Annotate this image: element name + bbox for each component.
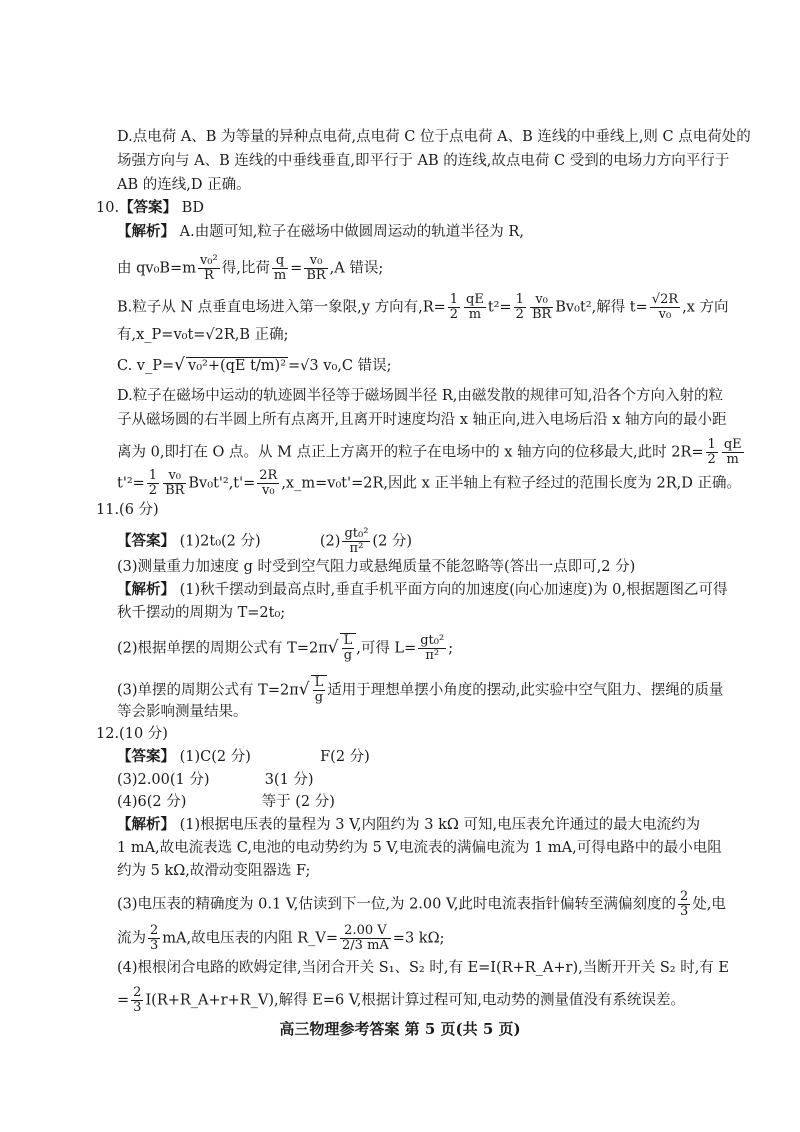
q12-an3b-post: =3 kΩ; — [392, 930, 445, 947]
q10-d-line3 — [117, 438, 746, 467]
q10-d4-frac3 — [257, 469, 279, 498]
q11-an3-sqrt-num: L — [314, 675, 324, 690]
q10-d4-f2-den: BR — [165, 483, 185, 498]
q10-answer-line — [96, 198, 204, 218]
q10-b-f1-den: 2 — [449, 307, 459, 322]
q10-d3-f1-den: 2 — [707, 452, 716, 467]
q10-d-line2: 子从磁场圆的右半圆上所有点离开,且离开时速度均沿 x 轴正向,进入电场后沿 x 轴方向的最小距 — [117, 412, 727, 428]
q10-b-frac3 — [514, 293, 526, 322]
q12-an4b-pre: = — [117, 992, 130, 1009]
q12-an1: (1)根据电压表的量程为 3 V,内阻约为 3 kΩ 可知,电压表允许通过的最大电流约为 — [179, 817, 701, 833]
q10-c-pre: C. v_P= — [117, 358, 175, 374]
q12-ans1b: F(2 分) — [320, 749, 370, 765]
q10-number: 10. — [96, 200, 120, 216]
q12-an3b-f-den: 3 — [150, 938, 159, 953]
q11-ans2-den: π² — [349, 541, 364, 556]
q10-b-f4-num: v₀ — [530, 293, 553, 308]
q10-d-line1: D.粒子在磁场中运动的轨迹圆半径等于磁场圆半径 R,由磁发散的规律可知,沿各个方向入射的粒 — [117, 388, 723, 404]
q10-a-formula — [117, 254, 383, 283]
q12-ans1a: (1)C(2 分) — [179, 749, 251, 765]
q10-d3-frac2 — [722, 438, 744, 467]
q10-a2-frac3 — [304, 254, 327, 283]
q10-b-t2: t²= — [487, 299, 512, 316]
q12-analysis-3b — [117, 924, 444, 953]
q10-a2-mid: 得,比荷 — [221, 260, 270, 277]
q11-ans2-post: (2 分) — [372, 533, 413, 550]
q11-an1: (1)秋千摆动到最高点时,垂直手机平面方向的加速度(向心加速度)为 0,根据题图乙可得 — [179, 582, 728, 598]
q11-analysis-2 — [117, 633, 453, 663]
q10-b-line2: 有,x_P=v₀t=√2R,B 正确; — [117, 327, 289, 343]
q11-ans1: (1)2t₀(2 分) — [179, 533, 261, 550]
q12-ans3a: (3)2.00(1 分) — [117, 772, 210, 788]
q12-an3-f-num: 2 — [680, 889, 689, 904]
q10-a2-f2-den: m — [273, 268, 287, 283]
q12-an3-frac — [678, 890, 690, 919]
q11-an2-sqrt-den: g — [343, 648, 353, 663]
q10-a2-eq: = — [290, 260, 303, 277]
q10-b-frac2 — [464, 293, 486, 322]
q12-ans4-line — [117, 792, 335, 812]
q10-answer-tag: 【答案】 — [119, 199, 178, 216]
q10-a2-f3-den: BR — [306, 268, 326, 283]
q10-b-formula — [117, 293, 729, 322]
q10-d4-f3-num: 2R — [259, 468, 278, 483]
q10-b-frac5 — [650, 293, 680, 322]
q12-ans3b: 3(1 分) — [264, 772, 314, 788]
q11-analysis-tag: 【解析】 — [117, 581, 175, 598]
q10-b-frac1 — [448, 293, 460, 322]
q10-answer: BD — [181, 200, 204, 216]
q12-an3b-pre: 流为 — [117, 930, 146, 947]
q11-ans2-num: gt₀² — [344, 526, 369, 541]
d-line-3: AB 的连线,D 正确。 — [117, 177, 251, 193]
q11-ans3: (3)测量重力加速度 g 时受到空气阻力或悬绳质量不能忽略等(答出一点即可,2 分) — [117, 559, 636, 575]
q10-d3-frac1 — [706, 438, 718, 467]
q11-an2-post: ; — [448, 640, 454, 657]
q10-c-formula — [117, 355, 391, 376]
q11-an2-frac — [418, 634, 446, 663]
q10-d4-post: ,x_m=v₀t'=2R,因此 x 正半轴上有粒子经过的范围长度为 2R,D 正确。 — [281, 475, 741, 492]
q10-b-f5-num: √2R — [651, 292, 679, 307]
q12-analysis-3 — [117, 890, 726, 919]
page-footer: 高三物理参考答案 第 5 页(共 5 页) — [279, 1020, 521, 1038]
q10-b-post: ,x 方向 — [682, 299, 729, 316]
q12-analysis-1 — [117, 815, 700, 835]
q10-d4-f1-num: 1 — [148, 468, 158, 483]
q10-d4-frac1 — [147, 469, 159, 498]
q11-answer-tag: 【答案】 — [117, 532, 175, 550]
q11-an3-sqrt-den: g — [314, 690, 324, 705]
d-line-2: 场强方向与 A、B 连线的中垂线垂直,即平行于 AB 的连线,故点电荷 C 受到的电场力方向平行于 — [117, 153, 730, 169]
sqrt-icon: √ — [327, 637, 339, 658]
q10-d4-f1-den: 2 — [148, 483, 158, 498]
q12-answer-line — [117, 747, 370, 767]
q10-b-f4-den: BR — [531, 307, 552, 322]
q12-answer-tag: 【答案】 — [117, 748, 175, 765]
q12-an1c: 约为 5 kΩ,故滑动变阻器选 F; — [117, 863, 311, 879]
q11-an2-mid: ,可得 L= — [356, 640, 417, 657]
q10-b-f3-den: 2 — [515, 307, 524, 322]
q11-an2-sqrt — [340, 633, 357, 663]
q11-ans2-frac — [342, 527, 370, 556]
q10-a2-f3-num: v₀ — [304, 254, 327, 269]
q12-an4b-f-den: 3 — [133, 1000, 142, 1015]
q10-analysis-a — [117, 222, 524, 242]
q10-b-f3-num: 1 — [515, 292, 524, 307]
q11-analysis-3 — [117, 675, 723, 705]
sqrt-icon: √ — [298, 679, 310, 700]
q11-an3-sqrt — [311, 675, 328, 705]
q10-b-f2-num: qE — [466, 292, 484, 307]
q10-b-frac4 — [530, 293, 553, 322]
q11-analysis-1 — [117, 580, 728, 600]
q11-an2-pre: (2)根据单摆的周期公式有 T=2π — [117, 640, 328, 657]
q10-d4-pre: t'²= — [117, 475, 145, 492]
q12-ans4a: (4)6(2 分) — [117, 794, 187, 810]
q11-answer-line — [117, 527, 412, 556]
q12-ans3-line — [117, 770, 314, 790]
q12-an3-post: 处,电 — [692, 896, 726, 913]
q12-analysis-4b — [117, 986, 685, 1015]
q10-b-f5-den: v₀ — [658, 307, 672, 322]
q12-an1b: 1 mA,故电流表选 C,电池的电动势约为 5 V,电流表的满偏电流为 1 mA,可得电路中的最小电阻 — [117, 840, 722, 856]
q10-d4-mid: Bv₀t'²,t'= — [188, 475, 256, 492]
q10-a2-f2-num: q — [272, 254, 288, 269]
q10-d3-f1-num: 1 — [707, 437, 716, 452]
q10-b-pre: B.粒子从 N 点垂直电场进入第一象限,y 方向有,R= — [117, 299, 446, 316]
q11-number: 11.(6 分) — [96, 502, 159, 518]
q11-an3-pre: (3)单摆的周期公式有 T=2π — [117, 682, 299, 699]
q12-number: 12.(10 分) — [96, 726, 168, 742]
q12-an3b-f-num: 2 — [150, 923, 159, 938]
q10-a2-f1-den: R — [203, 268, 214, 283]
q10-d4-frac2 — [163, 469, 186, 498]
q10-c-post: =√3 v₀,C 错误; — [288, 358, 392, 374]
q11-an1b: 秋千摆动的周期为 T=2t₀; — [117, 605, 286, 621]
q12-an4b-post: I(R+R_A+r+R_V),解得 E=6 V,根据计算过程可知,电动势的测量值没有系统误差。 — [145, 992, 685, 1009]
q11-an3b: 等会影响测量结果。 — [117, 704, 248, 720]
q11-an2-den: π² — [425, 648, 440, 663]
q10-a2-f1-num: v₀² — [199, 253, 218, 268]
q12-an3-pre: (3)电压表的精确度为 0.1 V,估读到下一位,为 2.00 V,此时电流表指针偏转至满偏刻度的 — [117, 896, 677, 913]
q10-d3-f2-den: m — [726, 452, 739, 467]
q10-b-f1-num: 1 — [449, 292, 459, 307]
q10-d4-f3-den: v₀ — [262, 483, 275, 498]
q12-an3b-big-num: 2.00 V — [340, 924, 391, 939]
d-line-1: D.点电荷 A、B 为等量的异种点电荷,点电荷 C 位于点电荷 A、B 连线的中垂线上,则 C 点电荷处的 — [117, 129, 751, 145]
q10-b-f2-den: m — [468, 307, 482, 322]
q10-analysis-tag: 【解析】 — [117, 223, 175, 240]
q12-an4b-f-num: 2 — [133, 985, 142, 1000]
q12-analysis-tag: 【解析】 — [117, 816, 175, 833]
q12-an3-f-den: 3 — [680, 904, 689, 919]
q10-d3-f2-num: qE — [723, 437, 742, 452]
q11-an3-post: 适用于理想单摆小角度的摆动,此实验中空气阻力、摆绳的质量 — [327, 682, 724, 699]
q12-an4b-frac — [131, 986, 143, 1015]
q12-ans4b: 等于 (2 分) — [261, 794, 335, 810]
q10-b-mid: Bv₀t²,解得 t= — [555, 299, 648, 316]
q10-d3-pre: 离为 0,即打在 O 点。从 M 点正上方离开的粒子在电场中的 x 轴方向的位移最大,此时 2R= — [117, 444, 704, 461]
q11-ans2-pre: (2) — [319, 533, 341, 550]
q10-c-sqrt: v₀²+(qE t/m)² — [188, 358, 287, 374]
q12-an4: (4)根根闭合电路的欧姆定律,当闭合开关 S₁、S₂ 时,有 E=I(R+R_A+r),当断开开关 S₂ 时,有 E — [117, 960, 730, 976]
q12-an3b-big-den: 2/3 mA — [342, 938, 389, 953]
q10-a2-frac2 — [272, 254, 288, 283]
q11-an2-sqrt-frac — [342, 634, 355, 663]
q10-a-text: A.由题可知,粒子在磁场中做圆周运动的轨道半径为 R, — [179, 224, 524, 240]
q10-d-line4 — [117, 469, 741, 498]
q11-an2-num: gt₀² — [420, 633, 445, 648]
q12-an3b-big-frac — [340, 924, 391, 953]
q11-an2-sqrt-num: L — [343, 633, 353, 648]
q10-a2-pre: 由 qv₀B=m — [117, 260, 196, 277]
sqrt-icon: √ — [174, 355, 185, 375]
q10-a2-post: ,A 错误; — [329, 260, 384, 277]
q10-a2-frac1 — [198, 254, 220, 283]
q10-d4-f2-num: v₀ — [163, 469, 186, 484]
q12-an3b-frac — [148, 924, 160, 953]
q12-an3b-mid: mA,故电压表的内阻 R_V= — [162, 930, 339, 947]
q11-an3-sqrt-frac — [313, 676, 326, 705]
